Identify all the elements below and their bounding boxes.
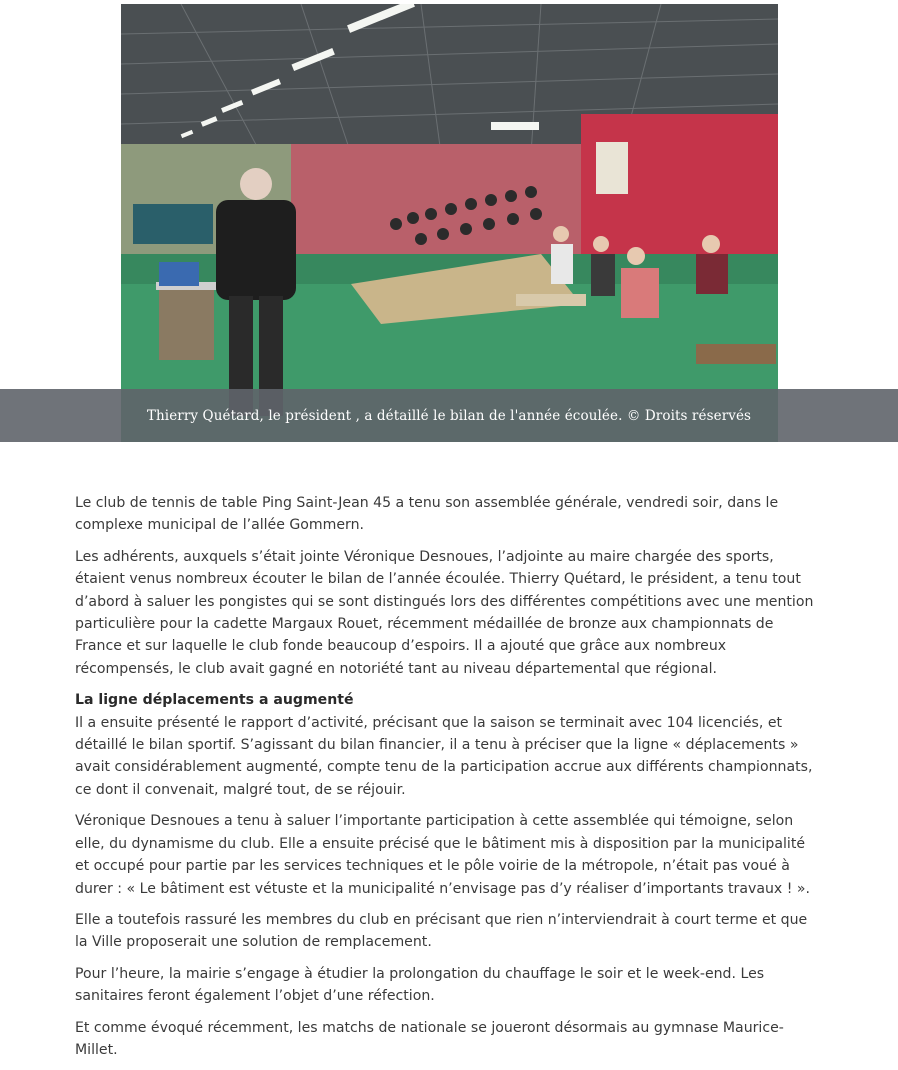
- article-paragraph: Les adhérents, auxquels s’était jointe Véronique Desnoues, l’adjointe au maire chargée des sports, étaient venus nombreux écouter le bilan de l’année écoulée. Thierry Quétard, le président, a tenu tout d’abord à saluer les pongistes qui se sont distingués lors des différentes compétitions avec une mention particulière pour la cadette Margaux Rouet, récemment médaillée de bronze aux championnats de France et sur laquelle le club fonde beaucoup d’espoirs. Il a ajouté que grâce aux nombreux récompensés, le club avait gagné en notoriété tant au niveau départemental que régional.: [75, 548, 814, 677]
- article-figure: [0, 0, 898, 442]
- article-paragraph: Elle a toutefois rassuré les membres du club en précisant que rien n’interviendrait à court terme et que la Ville proposerait une solution de remplacement.: [75, 911, 808, 951]
- photo-illustration: [121, 4, 778, 442]
- article-body: [75, 492, 823, 1070]
- article-photo: [121, 4, 778, 442]
- article-paragraph: Pour l’heure, la mairie s’engage à étudier la prolongation du chauffage le soir et le week-end. Les sanitaires feront également l’objet d’une réfection.: [75, 965, 765, 1005]
- photo-caption-bar: [0, 389, 898, 442]
- article-section: [75, 689, 823, 801]
- article-paragraph: Il a ensuite présenté le rapport d’activité, précisant que la saison se terminait avec 104 licenciés, et détaillé le bilan sportif. S’agissant du bilan financier, il a tenu à préciser que la ligne « déplacements » avait considérablement augmenté, compte tenu de la participation accrue aux différents championnats, ce dont il convenait, malgré tout, de se réjouir.: [75, 714, 813, 798]
- article-paragraph: Le club de tennis de table Ping Saint-Jean 45 a tenu son assemblée générale, vendredi soir, dans le complexe municipal de l’allée Gommern.: [75, 495, 779, 534]
- article-subheading: La ligne déplacements a augmenté: [75, 692, 354, 709]
- article-paragraph: Et comme évoqué récemment, les matchs de nationale se joueront désormais au gymnase Maurice-Millet.: [75, 1019, 784, 1058]
- photo-caption: Thierry Quétard, le président , a détaillé le bilan de l'année écoulée. © Droits réservés: [146, 407, 752, 424]
- article-paragraph: Véronique Desnoues a tenu à saluer l’importante participation à cette assemblée qui témoigne, selon elle, du dynamisme du club. Elle a ensuite précisé que le bâtiment mis à disposition par la municipalité et occupé pour partie par les services techniques et le pôle voirie de la métropole, n’était pas voué à durer : « Le bâtiment est vétuste et la municipalité n’envisage pas d’y réaliser d’importants travaux ! ».: [75, 813, 810, 897]
